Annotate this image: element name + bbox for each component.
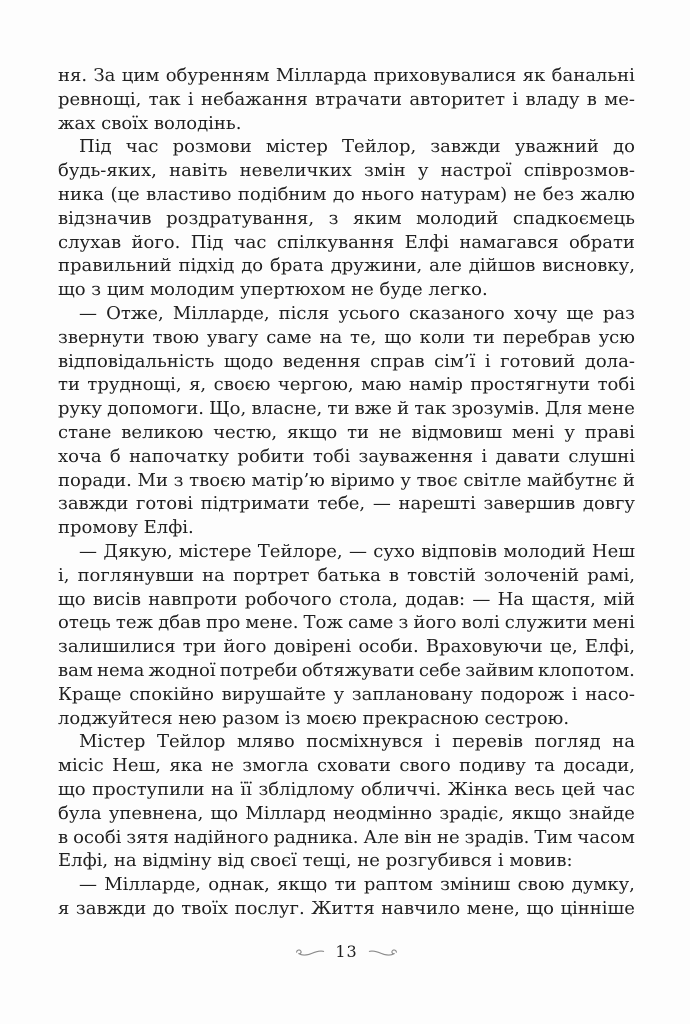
paragraph [58, 302, 635, 540]
paragraph [58, 135, 635, 302]
paragraph [58, 540, 635, 730]
text-line: відповідальність щодо ведення справ сім’ї і готовий дола- [58, 350, 635, 372]
text-line: Містер Тейлор мляво посміхнувся і перевів погляд на [79, 731, 635, 753]
text-line: звернути твою увагу саме на те, що коли ти перебрав усю [58, 326, 635, 348]
text-line: ника (це властиво подібним до нього натурам) не без жалю [58, 183, 635, 205]
text-line: хоча б напочатку робити тобі зауваження і давати слушні [58, 445, 635, 467]
text-line: я завжди до твоїх послуг. Життя навчило мене, що цінніше [58, 897, 635, 919]
text-line: вам нема жодної потреби обтяжувати себе зайвим клопотом. [58, 659, 635, 681]
text-line: ревнощі, так і небажання втрачати авторитет і владу в ме- [58, 88, 635, 110]
page-number: 13 [335, 942, 358, 961]
text-line: — Мілларде, однак, якщо ти раптом зміниш свою думку, [79, 874, 635, 896]
flourish-right-icon [368, 946, 398, 958]
paragraph [58, 64, 635, 135]
text-line: слухав його. Під час спілкування Елфі намагався обрати [58, 231, 635, 253]
text-line: промову Елфі. [58, 517, 194, 539]
flourish-left-icon [295, 946, 325, 958]
text-line: стане великою честю, якщо ти не відмовиш мені у праві [58, 421, 635, 443]
text-line: була упевнена, що Міллард неодмінно зрадіє, якщо знайде [58, 802, 635, 824]
paragraph [58, 730, 635, 873]
page-text [58, 64, 635, 921]
text-line: Краще спокійно вирушайте у заплановану подорож і насо- [58, 683, 635, 705]
text-line: жах своїх володінь. [58, 112, 242, 134]
text-line: поради. Ми з твоєю матір’ю віримо у твоє світле майбутнє й [58, 469, 635, 491]
text-line: залишилися три його довірені особи. Враховуючи це, Елфі, [58, 636, 635, 658]
text-line: що висів навпроти робочого стола, додав: — На щастя, мій [58, 588, 635, 610]
text-line: Під час розмови містер Тейлор, завжди уважний до [79, 136, 635, 158]
text-line: будь-яких, навіть невеличких змін у настрої співрозмов- [58, 160, 635, 182]
text-line: ня. За цим обуренням Мілларда приховувалися як банальні [58, 65, 635, 86]
text-line: і, поглянувши на портрет батька в товстій золоченій рамі, [58, 564, 635, 586]
text-line: що проступили на її зблідлому обличчі. Жінка весь цей час [58, 778, 635, 800]
paragraph [58, 873, 635, 921]
text-line: лоджуйтеся нею разом із моєю прекрасною сестрою. [58, 707, 570, 729]
text-line: місіс Неш, яка не змогла сховати свого подиву та досади, [58, 755, 635, 777]
text-line: — Дякую, містере Тейлоре, — сухо відповів молодий Неш [79, 540, 635, 562]
text-line: завжди готові підтримати тебе, — нарешті завершив довгу [58, 493, 635, 515]
text-line: отець теж дбав про мене. Тож саме з його волі служити мені [58, 612, 635, 634]
text-line: — Отже, Мілларде, після усього сказаного хочу ще раз [79, 302, 635, 324]
text-line: ти труднощі, я, своєю чергою, маю намір простягнути тобі [58, 374, 635, 396]
text-line: руку допомоги. Що, власне, ти вже й так зрозумів. Для мене [58, 398, 635, 420]
text-line: правильний підхід до брата дружини, але дійшов висновку, [58, 255, 635, 277]
text-line: в особі зятя надійного радника. Але він не зрадів. Тим часом [58, 826, 635, 848]
page-footer [58, 943, 635, 961]
text-line: відзначив роздратування, з яким молодий спадкоємець [58, 207, 635, 229]
text-line: що з цим молодим упертюхом не буде легко. [58, 279, 488, 301]
text-line: Елфі, на відміну від своєї тещі, не розгубився і мовив: [58, 850, 573, 872]
